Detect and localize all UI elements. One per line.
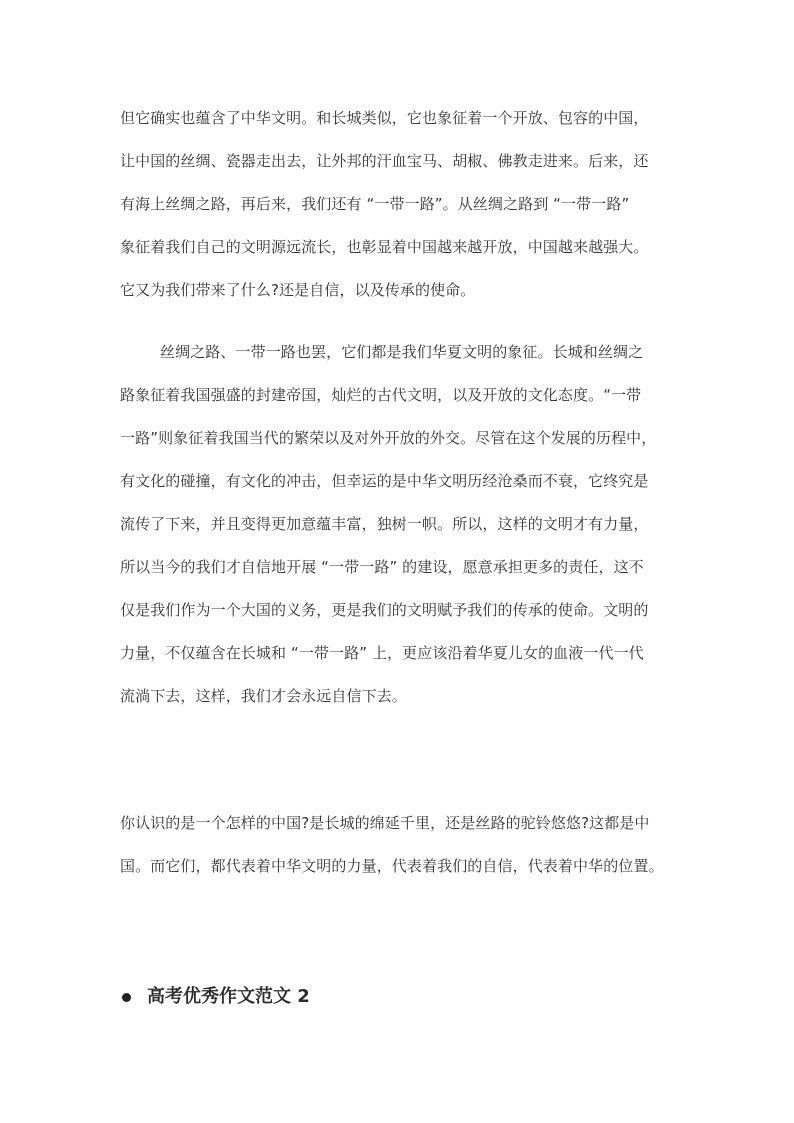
paragraph-1-line-2: 让中国的丝绸、瓷器走出去，让外邦的汗血宝马、胡椒、佛教走进来。后来，还	[120, 152, 649, 170]
bullet-dot-icon	[122, 993, 131, 1002]
paragraph-2-line-3: 一路”则象征着我国当代的繁荣以及对外开放的外交。尽管在这个发展的历程中，	[120, 429, 657, 447]
paragraph-1-line-3: 有海上丝绸之路，再后来，我们还有 “一带一路”。从丝绸之路到 “一带一路”	[120, 195, 630, 213]
paragraph-3-line-1: 你认识的是一个怎样的中国?是长城的绵延千里，还是丝路的驼铃悠悠?这都是中	[120, 814, 650, 832]
paragraph-2-line-8: 力量，不仅蕴含在长城和 “一带一路” 上，更应该沿着华夏儿女的血液一代一代	[120, 644, 644, 662]
paragraph-1-line-1: 但它确实也蕴含了中华文明。和长城类似，它也象征着一个开放、包容的中国，	[120, 109, 649, 127]
paragraph-2-line-7: 仅是我们作为一个大国的义务，更是我们的文明赋予我们的传承的使命。文明的	[120, 601, 649, 619]
paragraph-3-line-2: 国。而它们，都代表着中华文明的力量，代表着我们的自信，代表着中华的位置。	[120, 857, 664, 875]
paragraph-2-line-4: 有文化的碰撞，有文化的冲击，但幸运的是中华文明历经沧桑而不衰，它终究是	[120, 472, 649, 490]
section-heading-text: 高考优秀作文范文 2	[147, 986, 310, 1007]
paragraph-2-line-9: 流淌下去，这样，我们才会永远自信下去。	[120, 687, 407, 705]
paragraph-1-line-5: 它又为我们带来了什么?还是自信，以及传承的使命。	[120, 281, 476, 299]
section-heading	[122, 986, 310, 1008]
paragraph-1-line-4: 象征着我们自己的文明源远流长，也彰显着中国越来越开放，中国越来越强大。	[120, 238, 649, 256]
paragraph-2-line-6: 所以当今的我们才自信地开展 “一带一路” 的建设，愿意承担更多的责任，这不	[120, 558, 644, 576]
paragraph-2-line-1: 丝绸之路、一带一路也罢，它们都是我们华夏文明的象征。长城和丝绸之	[160, 343, 644, 361]
paragraph-2-line-5: 流传了下来，并且变得更加意蕴丰富，独树一帜。所以，这样的文明才有力量，	[120, 515, 649, 533]
paragraph-2-line-2: 路象征着我国强盛的封建帝国，灿烂的古代文明，以及开放的文化态度。“一带	[120, 386, 642, 404]
